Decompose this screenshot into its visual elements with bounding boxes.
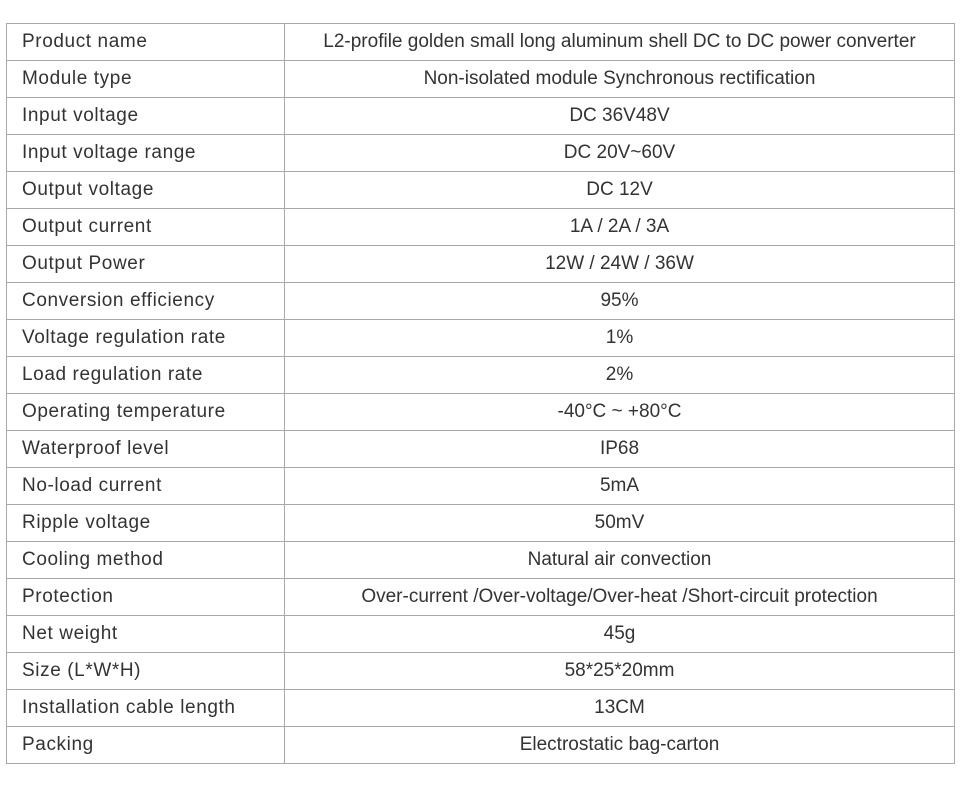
row-value: 95% [285, 283, 955, 320]
spec-table-body [7, 24, 955, 764]
spec-table [6, 23, 955, 764]
row-value: -40°C ~ +80°C [285, 394, 955, 431]
row-label: Product name [7, 24, 285, 61]
row-label: Module type [7, 61, 285, 98]
row-label: Conversion efficiency [7, 283, 285, 320]
row-value: 1% [285, 320, 955, 357]
table-row [7, 653, 955, 690]
table-row [7, 690, 955, 727]
row-label: Waterproof level [7, 431, 285, 468]
row-value: 45g [285, 616, 955, 653]
row-value: L2-profile golden small long aluminum shell DC to DC power converter [285, 24, 955, 61]
row-label: Packing [7, 727, 285, 764]
table-row [7, 61, 955, 98]
table-row [7, 505, 955, 542]
row-value: Natural air convection [285, 542, 955, 579]
table-row [7, 135, 955, 172]
row-label: Ripple voltage [7, 505, 285, 542]
row-label: Voltage regulation rate [7, 320, 285, 357]
table-row [7, 468, 955, 505]
row-label: Output current [7, 209, 285, 246]
row-label: Net weight [7, 616, 285, 653]
row-label: Size (L*W*H) [7, 653, 285, 690]
row-value: 50mV [285, 505, 955, 542]
row-label: Input voltage [7, 98, 285, 135]
table-row [7, 209, 955, 246]
row-label: Operating temperature [7, 394, 285, 431]
table-row [7, 246, 955, 283]
table-row [7, 616, 955, 653]
table-row [7, 394, 955, 431]
table-row [7, 431, 955, 468]
row-value: 13CM [285, 690, 955, 727]
table-row [7, 579, 955, 616]
table-row [7, 98, 955, 135]
row-value: 12W / 24W / 36W [285, 246, 955, 283]
row-value: Non-isolated module Synchronous rectification [285, 61, 955, 98]
row-label: Protection [7, 579, 285, 616]
row-label: Cooling method [7, 542, 285, 579]
table-row [7, 357, 955, 394]
table-row [7, 283, 955, 320]
row-value: Electrostatic bag-carton [285, 727, 955, 764]
row-value: 58*25*20mm [285, 653, 955, 690]
row-value: 5mA [285, 468, 955, 505]
row-value: DC 20V~60V [285, 135, 955, 172]
row-label: Output voltage [7, 172, 285, 209]
table-row [7, 320, 955, 357]
row-label: Input voltage range [7, 135, 285, 172]
table-row [7, 24, 955, 61]
row-value: DC 36V48V [285, 98, 955, 135]
row-value: Over-current /Over-voltage/Over-heat /Short-circuit protection [285, 579, 955, 616]
row-value: IP68 [285, 431, 955, 468]
row-label: No-load current [7, 468, 285, 505]
row-label: Output Power [7, 246, 285, 283]
row-value: 1A / 2A / 3A [285, 209, 955, 246]
row-label: Installation cable length [7, 690, 285, 727]
table-row [7, 727, 955, 764]
row-label: Load regulation rate [7, 357, 285, 394]
row-value: DC 12V [285, 172, 955, 209]
row-value: 2% [285, 357, 955, 394]
table-row [7, 542, 955, 579]
table-row [7, 172, 955, 209]
